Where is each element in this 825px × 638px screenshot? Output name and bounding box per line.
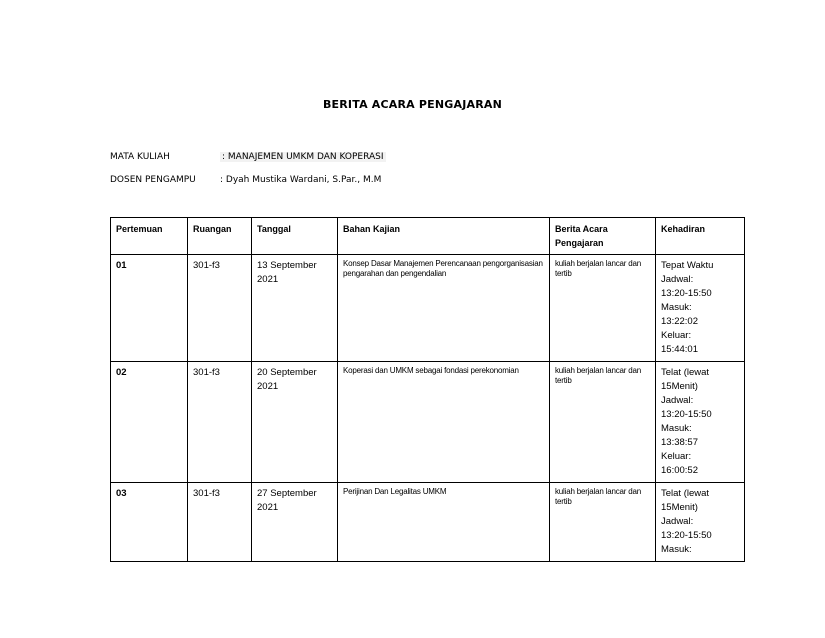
lecturer-row bbox=[110, 175, 381, 185]
header-date: Tanggal bbox=[252, 218, 338, 255]
topic-cell: Perijinan Dan Legalitas UMKM bbox=[338, 483, 550, 562]
table-header-row bbox=[111, 218, 745, 255]
attendance-line: 13:20-15:50 bbox=[661, 530, 712, 541]
teaching-report-table bbox=[110, 217, 745, 562]
attendance-line: Telat (lewat bbox=[661, 488, 710, 499]
report-cell: kuliah berjalan lancar dan tertib bbox=[550, 362, 656, 483]
header-room: Ruangan bbox=[188, 218, 252, 255]
attendance-line: Masuk: bbox=[661, 302, 692, 313]
topic-cell: Koperasi dan UMKM sebagai fondasi perekonomian bbox=[338, 362, 550, 483]
header-meeting: Pertemuan bbox=[111, 218, 188, 255]
header-topic: Bahan Kajian bbox=[338, 218, 550, 255]
attendance-line: Keluar: bbox=[661, 330, 692, 341]
meeting-cell: 02 bbox=[111, 362, 188, 483]
room-cell: 301-f3 bbox=[188, 362, 252, 483]
lecturer-value: : Dyah Mustika Wardani, S.Par., M.M bbox=[220, 175, 382, 185]
topic-cell: Konsep Dasar Manajemen Perencanaan pengorganisasian pengarahan dan pengendalian bbox=[338, 255, 550, 362]
attendance-line: Telat (lewat bbox=[661, 367, 710, 378]
course-value: : MANAJEMEN UMKM DAN KOPERASI bbox=[222, 152, 384, 162]
header-attendance: Kehadiran bbox=[656, 218, 745, 255]
table-row bbox=[111, 483, 745, 562]
lecturer-label: DOSEN PENGAMPU bbox=[110, 175, 196, 185]
attendance-cell bbox=[656, 362, 745, 483]
attendance-line: Jadwal: bbox=[661, 516, 694, 527]
meeting-cell: 03 bbox=[111, 483, 188, 562]
attendance-line: Masuk: bbox=[661, 544, 692, 555]
report-cell: kuliah berjalan lancar dan tertib bbox=[550, 483, 656, 562]
date-cell: 20 September 2021 bbox=[252, 362, 338, 483]
attendance-line: Tepat Waktu bbox=[661, 260, 714, 271]
course-row bbox=[110, 152, 386, 162]
meeting-cell: 01 bbox=[111, 255, 188, 362]
attendance-cell bbox=[656, 483, 745, 562]
attendance-line: 15:44:01 bbox=[661, 344, 698, 355]
course-label: MATA KULIAH bbox=[110, 152, 170, 162]
attendance-line: 13:20-15:50 bbox=[661, 288, 712, 299]
attendance-line: 13:20-15:50 bbox=[661, 409, 712, 420]
table-row bbox=[111, 362, 745, 483]
report-cell: kuliah berjalan lancar dan tertib bbox=[550, 255, 656, 362]
attendance-cell bbox=[656, 255, 745, 362]
room-cell: 301-f3 bbox=[188, 483, 252, 562]
attendance-line: Jadwal: bbox=[661, 395, 694, 406]
attendance-line: Masuk: bbox=[661, 423, 692, 434]
header-report: Berita Acara Pengajaran bbox=[550, 218, 656, 255]
date-cell: 13 September 2021 bbox=[252, 255, 338, 362]
attendance-line: 15Menit) bbox=[661, 381, 698, 392]
attendance-line: Keluar: bbox=[661, 451, 692, 462]
attendance-line: 15Menit) bbox=[661, 502, 698, 513]
attendance-line: 13:22:02 bbox=[661, 316, 698, 327]
date-cell: 27 September 2021 bbox=[252, 483, 338, 562]
room-cell: 301-f3 bbox=[188, 255, 252, 362]
attendance-line: 16:00:52 bbox=[661, 465, 698, 476]
page-title: BERITA ACARA PENGAJARAN bbox=[322, 98, 503, 111]
table-row bbox=[111, 255, 745, 362]
attendance-line: 13:38:57 bbox=[661, 437, 698, 448]
attendance-line: Jadwal: bbox=[661, 274, 694, 285]
